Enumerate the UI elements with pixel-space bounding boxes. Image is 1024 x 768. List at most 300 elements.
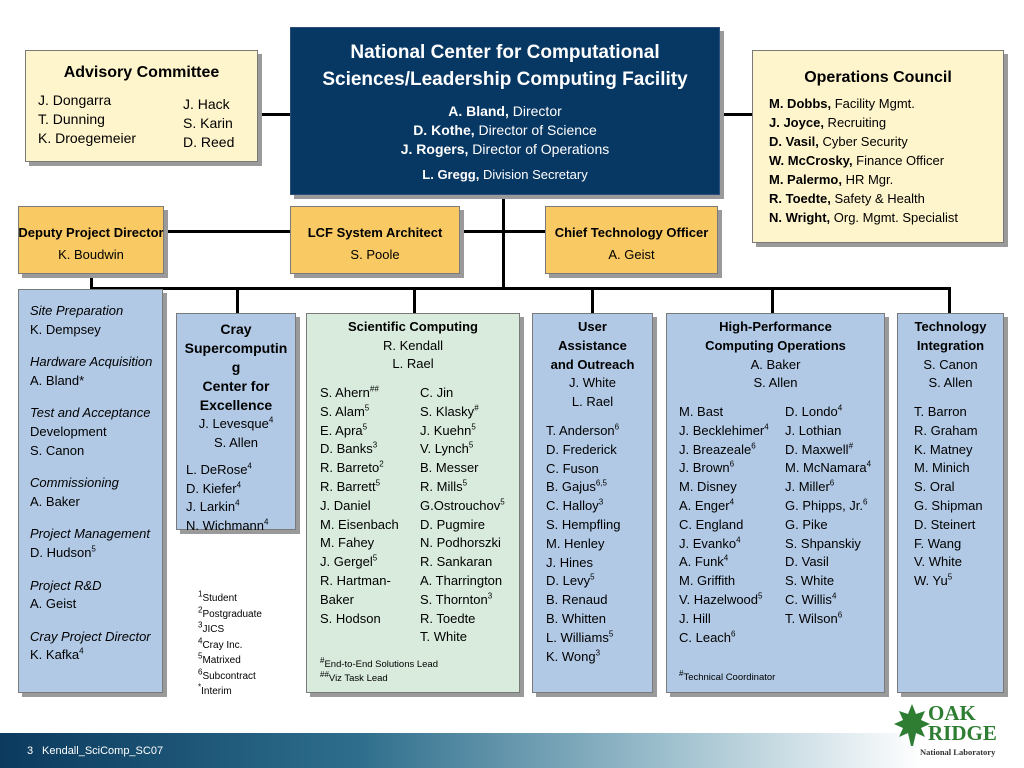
staff-member xyxy=(546,629,620,648)
ops-member-name: M. Dobbs, xyxy=(769,96,832,111)
staff-member xyxy=(785,441,871,460)
member-name: B. Renaud xyxy=(546,592,608,608)
footnote-mark: 5 xyxy=(608,629,614,639)
ops-member-role: Recruiting xyxy=(823,115,887,130)
footnote-mark: 6 xyxy=(731,629,736,639)
lcf-arch-name: S. Poole xyxy=(350,247,400,262)
legend-item xyxy=(198,653,262,669)
drop-hpc xyxy=(771,287,774,313)
footnote-mark: 4 xyxy=(268,415,274,425)
ops-member-role: Org. Mgmt. Specialist xyxy=(830,210,959,225)
member-name: D. Levy xyxy=(546,573,591,589)
project-section-lead: S. Canon xyxy=(30,442,85,458)
staff-member xyxy=(679,535,769,554)
project-section-title: Test and Acceptance xyxy=(30,405,151,421)
nccs-title-line2: Sciences/Leadership Computing Facility xyxy=(322,69,688,90)
staff-member xyxy=(679,441,769,460)
scicomp-lead: R. Kendall xyxy=(383,337,443,353)
staff-member xyxy=(420,403,505,422)
footnote-mark: ## xyxy=(320,669,329,679)
project-section-lead: A. Bland* xyxy=(30,372,85,388)
staff-member: F. Wang xyxy=(914,535,962,551)
staff-member xyxy=(785,572,871,591)
footnote-mark: 6 xyxy=(614,422,620,432)
project-section-lead: A. Baker xyxy=(30,493,80,509)
cray-coe-box xyxy=(176,313,296,533)
member-name: C. Willis xyxy=(785,591,832,607)
member-name: R. Barrett xyxy=(320,478,376,494)
staff-member xyxy=(420,422,505,441)
project-section-title: Project Management xyxy=(30,526,150,542)
legend-text: Student xyxy=(202,593,237,604)
staff-member xyxy=(320,384,399,403)
member-name: G. Phipps, Jr. xyxy=(785,497,864,513)
member-name: N. Wichmann xyxy=(186,517,265,533)
footer-page-number: 3 xyxy=(27,745,34,757)
technology-integration-box xyxy=(897,313,1004,693)
staff-member xyxy=(186,480,268,499)
member-name: W. Yu xyxy=(914,573,948,589)
member-name: E. Apra xyxy=(320,422,363,438)
lcf-arch-title: LCF System Architect xyxy=(307,225,443,240)
footnote-mark: 4 xyxy=(764,422,769,432)
footer-band xyxy=(0,733,1024,768)
footnote-mark: ## xyxy=(369,384,379,394)
footnote-mark: 3 xyxy=(598,497,604,507)
scicomp-lead: L. Rael xyxy=(392,356,434,371)
staff-member xyxy=(320,534,399,553)
legend-item xyxy=(198,638,262,654)
footnote-mark: 5 xyxy=(462,478,468,488)
staff-member xyxy=(420,610,505,629)
staff-member xyxy=(546,572,620,591)
member-name: G.Ostrouchov xyxy=(420,497,501,513)
cray-leads xyxy=(177,415,295,452)
member-name: J. Miller xyxy=(785,479,830,495)
advisory-member: J. Hack xyxy=(183,96,230,112)
staff-member xyxy=(785,459,871,478)
staff-member xyxy=(420,553,505,572)
staff-member xyxy=(546,610,620,629)
hpc-col2 xyxy=(785,403,871,629)
ops-member-role: Finance Officer xyxy=(852,153,945,168)
director-science-name: D. Kothe, xyxy=(413,122,475,138)
legend-item xyxy=(198,622,262,638)
footnote-mark: 3 xyxy=(595,648,601,658)
tech-staff xyxy=(914,403,983,591)
footnote-mark: 5 xyxy=(364,403,370,413)
staff-member xyxy=(914,572,983,591)
staff-member xyxy=(320,422,399,441)
staff-member xyxy=(320,497,399,516)
member-name: M. McNamara xyxy=(785,460,867,476)
staff-member xyxy=(785,478,871,497)
user-lead: J. White xyxy=(569,375,616,391)
staff-member xyxy=(546,516,620,535)
director-ops-line xyxy=(291,140,719,159)
staff-member xyxy=(546,478,620,497)
footnote-mark: 6 xyxy=(198,667,203,677)
lead-name: D. Hudson xyxy=(30,544,92,560)
scicomp-header xyxy=(307,318,519,374)
user-title-line: and Outreach xyxy=(550,356,635,372)
legend-text: Cray Inc. xyxy=(202,639,243,651)
footnote-legend xyxy=(198,591,262,700)
logo-line3: National Laboratory xyxy=(920,747,996,757)
member-name: T. White xyxy=(420,629,467,645)
staff-member: G. Shipman xyxy=(914,497,983,513)
footnote-mark: 4 xyxy=(264,517,269,527)
member-name: S. Shpanskiy xyxy=(785,535,861,551)
staff-member xyxy=(420,459,505,478)
footnote-mark: 6,5 xyxy=(595,479,607,489)
advisory-member: J. Dongarra xyxy=(38,92,112,108)
lead-name: S. Allen xyxy=(213,434,259,450)
staff-member xyxy=(546,497,620,516)
tech-title-line: Technology xyxy=(914,319,987,334)
member-name: C. Fuson xyxy=(546,460,599,476)
footnote-mark: 6 xyxy=(863,497,868,507)
staff-member xyxy=(420,478,505,497)
staff-member xyxy=(320,459,399,478)
footnote-mark: 5 xyxy=(362,422,368,432)
staff-member: K. Matney xyxy=(914,441,973,457)
footnote-mark: 4 xyxy=(235,498,240,508)
ops-council-list xyxy=(769,94,958,227)
tech-header xyxy=(898,318,1003,393)
footnote-mark: 4 xyxy=(198,636,203,646)
member-name: D. Maxwell xyxy=(785,441,849,457)
scicomp-note xyxy=(320,669,438,686)
member-name: C. Halloy xyxy=(546,498,599,514)
user-title-line: User xyxy=(578,319,607,334)
legend-item xyxy=(198,607,262,623)
staff-member xyxy=(785,422,871,441)
cray-title-line: Cray xyxy=(220,321,252,337)
drop-scicomp xyxy=(413,287,416,313)
footer-label: Kendall_SciComp_SC07 xyxy=(42,745,164,757)
hpc-note xyxy=(679,668,776,685)
project-section-title: Cray Project Director xyxy=(30,628,151,644)
tech-lead: S. Allen xyxy=(928,375,973,391)
footnote-mark: 5 xyxy=(758,591,763,601)
lead-name: K. Kafka xyxy=(30,647,80,663)
scicomp-col2 xyxy=(420,384,505,647)
drop-project xyxy=(90,275,93,290)
legend-item xyxy=(198,669,262,685)
staff-member xyxy=(320,440,399,459)
member-name: J. Becklehimer xyxy=(679,422,765,438)
staff-member xyxy=(546,422,620,441)
ops-council-title: Operations Council xyxy=(804,69,952,86)
footnote-mark: * xyxy=(198,682,202,692)
footnote-mark: # xyxy=(679,668,684,678)
staff-member xyxy=(320,403,399,422)
footnote-mark: 5 xyxy=(372,553,378,563)
ops-member-name: R. Toedte, xyxy=(769,191,831,206)
staff-member xyxy=(679,497,769,516)
user-assistance-box xyxy=(532,313,653,693)
staff-member: R. Graham xyxy=(914,422,978,438)
footnote-mark: 6 xyxy=(829,478,835,488)
member-name: J. Brown xyxy=(679,460,730,476)
staff-member xyxy=(546,441,620,460)
deputy-name: K. Boudwin xyxy=(58,247,124,262)
staff-member xyxy=(785,591,871,610)
logo-line2: RIDGE xyxy=(928,721,997,745)
deputy-project-director-box xyxy=(18,206,164,274)
footnote-mark: 4 xyxy=(729,497,735,507)
staff-member xyxy=(186,461,268,480)
staff-member xyxy=(785,553,871,572)
staff-member xyxy=(420,572,505,591)
deputy-title: Deputy Project Director xyxy=(18,225,164,240)
member-name: J. Breazeale xyxy=(679,441,752,457)
member-name: M. Fahey xyxy=(320,535,375,551)
staff-member xyxy=(679,478,769,497)
legend-text: Postgraduate xyxy=(202,608,262,620)
advisory-member: T. Dunning xyxy=(38,111,105,127)
cray-title-line: g xyxy=(231,359,241,375)
staff-member: V. White xyxy=(914,554,962,570)
connector-advisory xyxy=(258,113,290,116)
ops-member-name: D. Vasil, xyxy=(769,134,819,149)
operations-council-box xyxy=(752,50,1004,243)
cray-lead xyxy=(177,415,295,434)
scicomp-notes xyxy=(320,655,439,686)
member-name: L. DeRose xyxy=(186,462,248,477)
staff-member xyxy=(320,610,399,629)
scicomp-note xyxy=(320,655,439,672)
footnote-mark: 5 xyxy=(590,573,595,583)
connector-ops xyxy=(720,113,752,116)
legend-text: JICS xyxy=(202,624,225,635)
ops-member xyxy=(769,208,958,227)
hpc-col1 xyxy=(679,403,769,647)
staff-member xyxy=(420,384,505,403)
leaf-icon xyxy=(892,702,932,750)
staff-member xyxy=(679,459,769,478)
director-role: Director xyxy=(508,103,562,119)
member-name: R. Toedte xyxy=(420,610,476,626)
scientific-computing-box xyxy=(306,313,520,693)
project-section-title: Project R&D xyxy=(30,577,102,593)
ops-member xyxy=(769,189,958,208)
staff-member xyxy=(186,517,268,536)
footnote-mark: 4 xyxy=(831,591,837,601)
footnote-mark: 2 xyxy=(379,459,384,469)
project-sections xyxy=(30,302,152,665)
project-section-lead: A. Geist xyxy=(30,596,77,612)
advisory-title: Advisory Committee xyxy=(63,64,220,81)
nccs-title-line1: National Center for Computational xyxy=(350,42,660,63)
project-section-lead xyxy=(30,544,152,563)
member-name: M. Eisenbach xyxy=(320,516,399,532)
cray-staff xyxy=(186,461,268,535)
drop-tech xyxy=(948,287,951,313)
staff-member: D. Steinert xyxy=(914,516,976,532)
member-name: J. Gergel xyxy=(320,554,373,570)
ops-member xyxy=(769,94,958,113)
staff-member xyxy=(679,610,769,629)
member-name: V. Hazelwood xyxy=(679,591,759,607)
director-science-line xyxy=(291,121,719,140)
staff-member xyxy=(679,422,769,441)
staff-member xyxy=(320,572,399,591)
lcf-system-architect-box xyxy=(290,206,460,274)
advisory-member: S. Karin xyxy=(183,115,233,131)
oak-ridge-logo xyxy=(890,700,1005,762)
legend-text: Interim xyxy=(201,686,232,697)
staff-member xyxy=(320,478,399,497)
member-name: M. Disney xyxy=(679,479,737,495)
legend-text: Matrixed xyxy=(202,655,241,666)
member-name: J. Kuehn xyxy=(420,422,472,438)
staff-member xyxy=(546,591,620,610)
project-section-lead: K. Dempsey xyxy=(30,321,101,337)
user-staff xyxy=(546,422,620,666)
ops-member-name: N. Wright, xyxy=(769,210,831,225)
footnote-mark: 5 xyxy=(471,422,476,432)
ops-member-role: Safety & Health xyxy=(830,191,925,206)
staff-member xyxy=(186,498,268,517)
footnote-mark: 4 xyxy=(736,535,741,545)
director-ops-role: Director of Operations xyxy=(468,141,610,157)
cto-title: Chief Technology Officer xyxy=(554,225,709,240)
legend-item xyxy=(198,591,262,607)
project-section-title: Commissioning xyxy=(30,475,119,491)
member-name: A. Funk xyxy=(679,554,724,570)
project-section-title: Hardware Acquisition xyxy=(30,354,153,370)
footnote-mark: 5 xyxy=(468,441,474,451)
director-name: A. Bland, xyxy=(448,103,509,119)
member-name: J. Lothian xyxy=(785,422,842,438)
logo-line1: OAK xyxy=(928,701,976,725)
footnote-mark: # xyxy=(474,403,479,413)
member-name: J. Evanko xyxy=(679,535,737,551)
staff-member xyxy=(679,572,769,591)
staff-member xyxy=(320,553,399,572)
staff-member xyxy=(420,534,505,553)
project-section-title: Site Preparation xyxy=(30,303,124,318)
footnote-mark: 4 xyxy=(79,646,84,656)
staff-member xyxy=(420,628,505,647)
member-name: S. Ahern xyxy=(320,385,370,400)
staff-member: M. Minich xyxy=(914,460,970,476)
staff-member xyxy=(546,648,620,667)
staff-member xyxy=(785,516,871,535)
hpc-title-line: Computing Operations xyxy=(705,337,846,353)
member-name: R. Mills xyxy=(420,478,463,494)
member-name: S. White xyxy=(785,573,835,589)
staff-member xyxy=(420,440,505,459)
staff-member: T. Barron xyxy=(914,404,967,419)
staff-member xyxy=(546,460,620,479)
advisory-member: D. Reed xyxy=(183,134,235,150)
staff-member xyxy=(785,403,871,422)
user-header xyxy=(533,318,652,412)
member-name: T. Wilson xyxy=(785,610,838,626)
member-name: J. Hill xyxy=(679,610,711,626)
footnote-mark: 5 xyxy=(947,572,953,582)
project-section-line: Development xyxy=(30,423,107,439)
connector-division-row xyxy=(90,287,950,290)
director-science-role: Director of Science xyxy=(474,122,597,138)
footnote-mark: 4 xyxy=(247,461,252,471)
footnote-mark: 4 xyxy=(236,480,242,490)
footnote-mark: 6 xyxy=(729,460,735,470)
cto-box xyxy=(545,206,718,274)
member-name: D. Banks xyxy=(320,441,373,457)
note-text: End-to-End Solutions Lead xyxy=(324,659,439,670)
footnote-mark: # xyxy=(320,655,325,665)
legend-text: Subcontract xyxy=(202,670,256,682)
member-name: R. Hartman- xyxy=(320,572,391,588)
footnote-mark: 3 xyxy=(487,591,493,601)
staff-member xyxy=(679,403,769,422)
member-name: S. Klasky xyxy=(420,403,475,419)
scicomp-title: Scientific Computing xyxy=(348,319,478,334)
member-name: S. Hempfling xyxy=(546,516,621,532)
member-name: D. Kiefer xyxy=(186,480,237,496)
member-name: C. England xyxy=(679,516,744,532)
ops-member-name: J. Joyce, xyxy=(769,115,824,130)
lead-name: J. Levesque xyxy=(198,416,269,431)
staff-member xyxy=(785,535,871,554)
staff-member xyxy=(320,591,399,610)
member-name: A. Enger xyxy=(679,497,730,513)
ops-member xyxy=(769,151,958,170)
member-name: K. Wong xyxy=(546,648,596,664)
advisory-col2 xyxy=(183,95,234,152)
ops-member-name: M. Palermo, xyxy=(769,172,842,187)
footnote-mark: 6 xyxy=(751,441,756,451)
footnote-mark: 5 xyxy=(375,478,381,488)
footnote-mark: 5 xyxy=(91,544,96,554)
member-name: N. Podhorszki xyxy=(420,535,501,551)
tech-title-line: Integration xyxy=(916,337,985,353)
ops-member-role: Cyber Security xyxy=(818,134,908,149)
footnote-mark: 4 xyxy=(866,460,872,470)
note-text: Technical Coordinator xyxy=(683,672,776,683)
staff-member: S. Oral xyxy=(914,479,955,495)
advisory-committee-box xyxy=(25,50,258,162)
ops-member xyxy=(769,113,958,132)
staff-member xyxy=(679,553,769,572)
project-box xyxy=(18,289,163,693)
connector-staff-row xyxy=(164,230,290,233)
connector-trunk xyxy=(502,195,505,290)
member-name: C. Leach xyxy=(679,629,732,645)
staff-member xyxy=(679,591,769,610)
staff-member xyxy=(785,610,871,629)
cray-title xyxy=(177,320,295,415)
member-name: D. Frederick xyxy=(546,441,617,457)
member-name: J. Daniel xyxy=(320,497,371,513)
staff-member xyxy=(546,535,620,554)
member-name: D. Vasil xyxy=(785,554,829,570)
footnote-mark: 4 xyxy=(723,554,729,564)
hpc-operations-box xyxy=(666,313,885,693)
member-name: D. Londo xyxy=(785,404,838,419)
user-title-line: Assistance xyxy=(558,337,627,353)
tech-lead: S. Canon xyxy=(923,356,978,372)
staff-member xyxy=(320,516,399,535)
staff-member xyxy=(420,497,505,516)
footnote-mark: 5 xyxy=(198,651,203,661)
secretary-line xyxy=(291,166,719,183)
drop-cray xyxy=(236,287,239,313)
